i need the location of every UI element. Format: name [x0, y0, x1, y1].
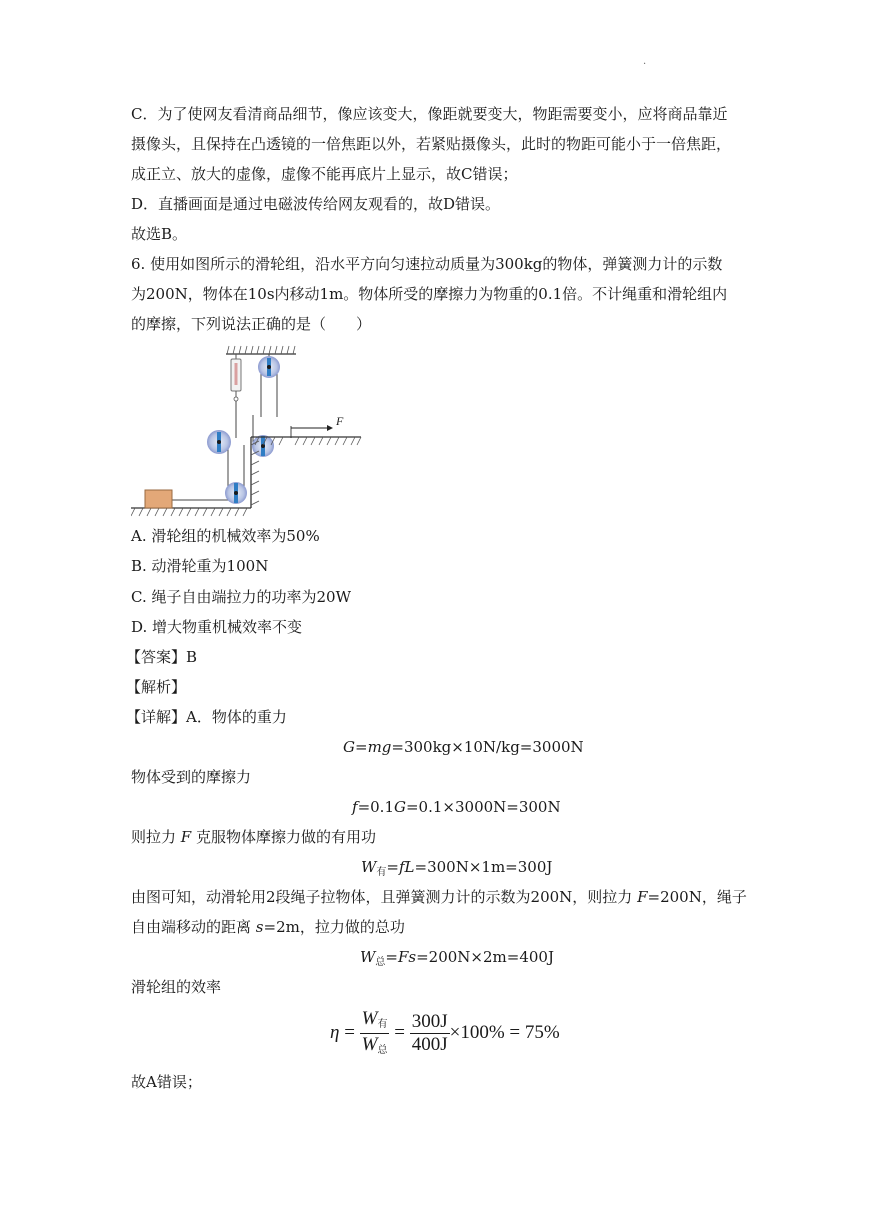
efficiency-result: ×100% = 75% — [449, 1021, 560, 1043]
explanation-c-line-2: 摄像头，且保持在凸透镜的一倍焦距以外，若紧贴摄像头，此时的物距可能小于一倍焦距， — [131, 135, 732, 153]
option-c: C. 绳子自由端拉力的功率为20W — [131, 588, 351, 606]
ceiling — [226, 346, 296, 354]
question-line-2: 为200N，物体在10s内移动1m。物体所受的摩擦力为物重的0.1倍。不计绳重和滑轮组内 — [131, 285, 728, 303]
useful-work-label: 则拉力 F 克服物体摩擦力做的有用功 — [131, 828, 377, 846]
efficiency-label: 滑轮组的效率 — [131, 978, 222, 996]
var-eta: η — [330, 1021, 340, 1043]
fraction-work: W有 W总 — [361, 1008, 388, 1056]
object-block — [145, 490, 172, 508]
explanation-c-line-3: 成正立、放大的虚像，虚像不能再底片上显示，故C错误； — [131, 165, 518, 183]
pulley-bottom — [225, 482, 247, 504]
fixed-pulley-top — [258, 356, 280, 378]
gravity-value: =300kg×10N/kg=3000N — [391, 738, 584, 756]
useful-work-formula: $W_有=fL=300N\times 1m=300J$ — [361, 858, 553, 878]
total-work-formula: $W_总=Fs=200N\times 2m=400J$ — [360, 948, 554, 968]
movable-pulley-right — [252, 435, 274, 457]
force-label: F — [336, 414, 344, 428]
friction-label: 物体受到的摩擦力 — [131, 768, 252, 786]
conclusion-a: 故A错误； — [131, 1073, 202, 1091]
var-g: G — [343, 738, 355, 756]
total-work-line-1: 由图可知，动滑轮用2段绳子拉物体，且弹簧测力计的示数为200N，则拉力 F=200N，绳子 — [131, 888, 747, 906]
total-work-line-2: 自由端移动的距离 s=2m，拉力做的总功 — [131, 918, 405, 936]
var-f: f — [352, 798, 358, 816]
analysis-title: 【解析】 — [126, 678, 187, 696]
friction-formula — [352, 797, 561, 817]
efficiency-formula: η = W有 W总 = $\frac{300J}{400J}$ ×100% = 75% — [330, 1008, 560, 1060]
friction-value: =0.1×3000N=300N — [405, 798, 561, 816]
gravity-formula: G=mg=300kg×10N/kg=3000N — [343, 738, 584, 756]
answer: 【答案】B — [126, 648, 198, 666]
detail-intro: 【详解】A．物体的重力 — [126, 708, 287, 726]
friction-coef: =0.1 — [357, 798, 394, 816]
option-d: D. 增大物重机械效率不变 — [131, 618, 303, 636]
header-mark: . — [643, 56, 647, 67]
explanation-c-line-1: C．为了使网友看清商品细节，像应该变大，像距就要变大，物距需要变小，应将商品靠近 — [131, 105, 728, 123]
fraction-values: $\frac{300J}{400J}$ — [411, 1011, 448, 1055]
var-g: G — [394, 798, 406, 816]
movable-pulley-left — [207, 430, 231, 454]
spring-scale — [231, 354, 241, 401]
var-mg: mg — [367, 738, 392, 756]
previous-conclusion: 故选B。 — [131, 225, 188, 243]
ropes — [171, 354, 326, 500]
question-line-3: 的摩擦，下列说法正确的是（ ） — [131, 315, 372, 333]
force-arrow — [291, 425, 333, 431]
pulley-system-figure — [131, 345, 366, 520]
explanation-d-line: D．直播画面是通过电磁波传给网友观看的，故D错误。 — [131, 195, 501, 213]
option-a: A. 滑轮组的机械效率为50% — [131, 527, 320, 545]
option-b: B. 动滑轮重为100N — [131, 557, 269, 575]
question-line-1: 6. 使用如图所示的滑轮组，沿水平方向匀速拉动质量为300kg的物体，弹簧测力计的示数 — [131, 255, 723, 273]
